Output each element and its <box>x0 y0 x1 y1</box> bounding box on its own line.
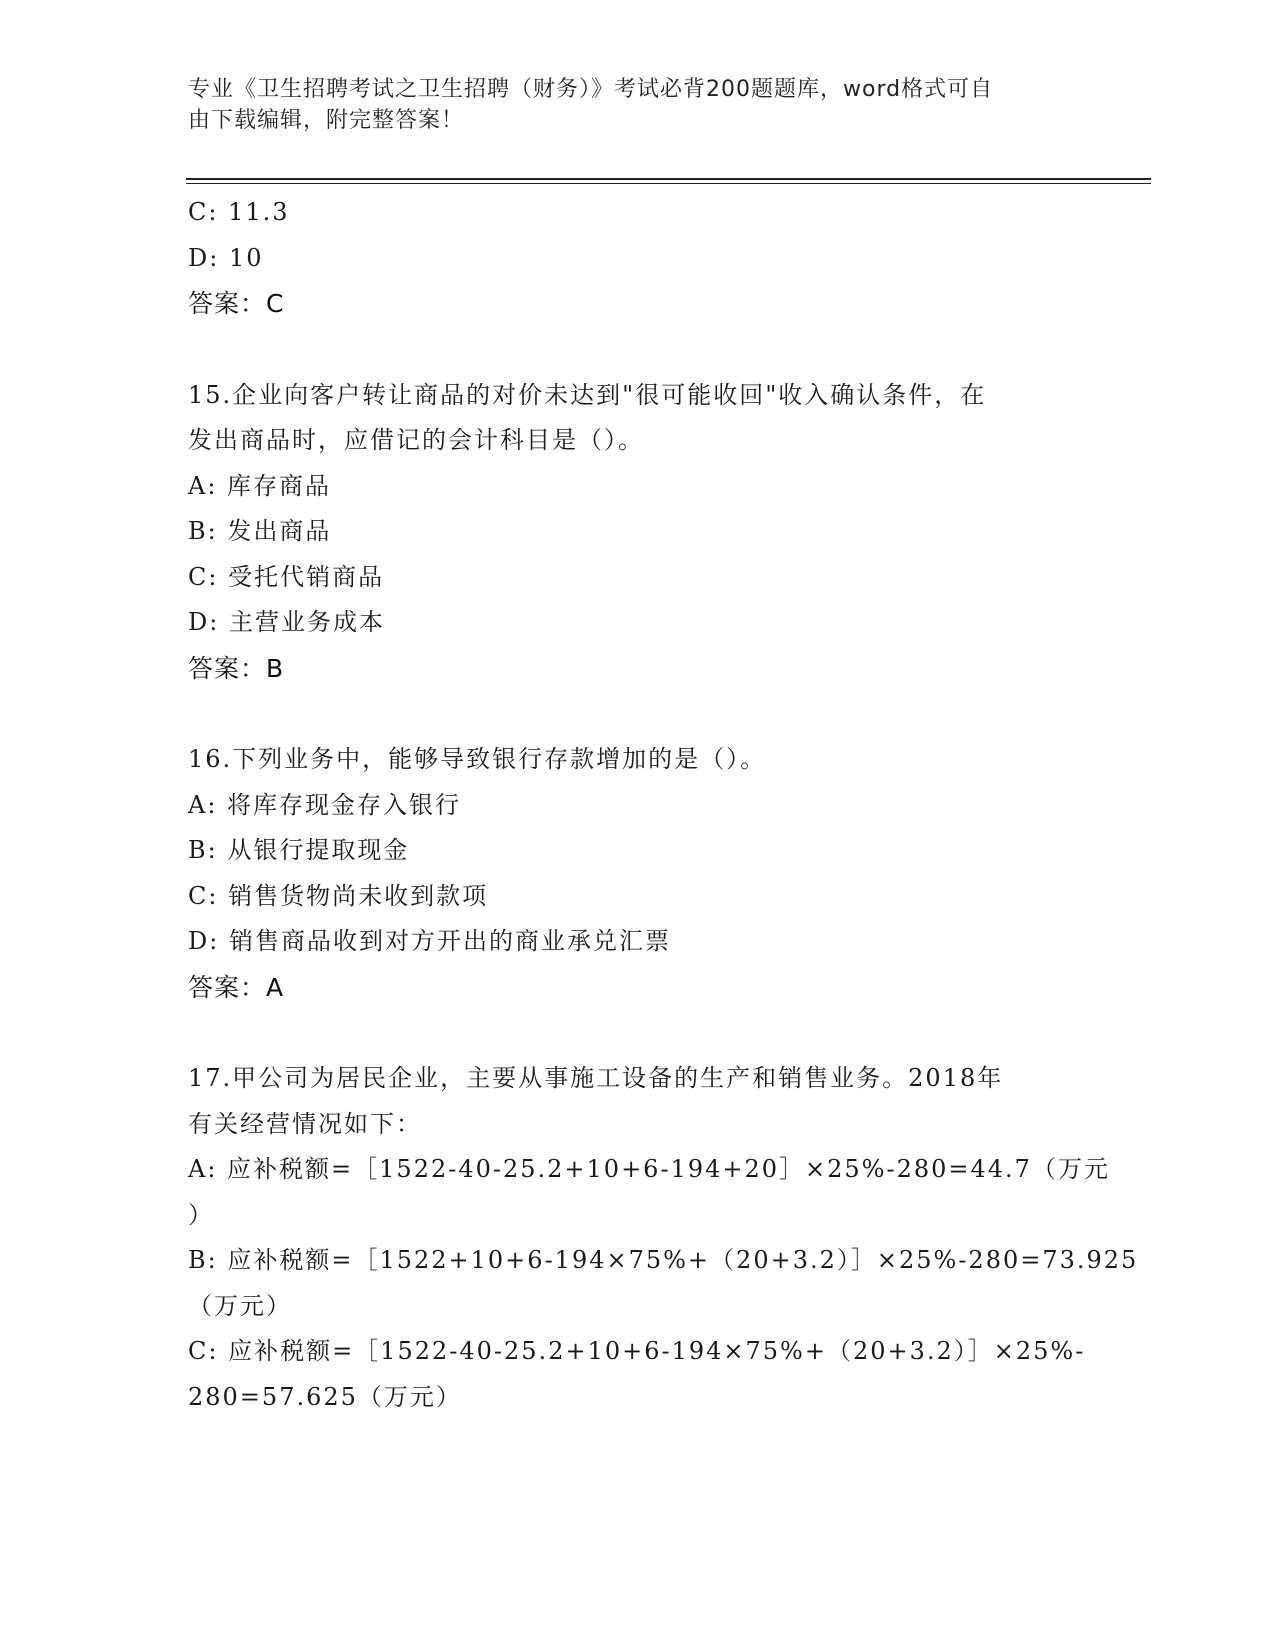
option-c: C: 受托代销商品 <box>188 562 385 591</box>
question-17 <box>188 1056 1139 1420</box>
option-a: A: 应补税额=［1522-40-25.2+10+6-194+20］×25%-280=44.7（万元 <box>188 1155 1110 1183</box>
option-b: B: 应补税额=［1522+10+6-194×75%+（20+3.2）］×25%-280=73.925 <box>188 1246 1139 1274</box>
option-b-continued: （万元） <box>188 1291 292 1320</box>
option-c: C: 应补税额=［1522-40-25.2+10+6-194×75%+（20+3.2）］×25%- <box>188 1337 1086 1365</box>
option-c-continued: 280=57.625（万元） <box>188 1382 462 1411</box>
option-d: D: 10 <box>188 243 264 272</box>
answer-line: 答案：B <box>188 653 285 683</box>
header-title-line-1: 专业《卫生招聘考试之卫生招聘（财务）》考试必背200题题库，word格式可自 <box>188 77 994 102</box>
question-stem: 16.下列业务中，能够导致银行存款增加的是（）。 <box>188 745 767 773</box>
question-14-tail <box>188 190 1088 327</box>
question-stem: 15.企业向客户转让商品的对价未达到"很可能收回"收入确认条件，在 <box>188 380 987 409</box>
option-c: C: 11.3 <box>188 198 290 226</box>
question-stem-continued: 有关经营情况如下： <box>188 1109 422 1138</box>
spacer <box>188 327 1088 373</box>
option-a: A: 将库存现金存入银行 <box>188 790 462 819</box>
question-stem-continued: 发出商品时，应借记的会计科目是（）。 <box>188 426 644 454</box>
option-a: A: 库存商品 <box>188 471 332 500</box>
option-d: D: 销售商品收到对方开出的商业承兑汇票 <box>188 927 671 955</box>
answer-line: 答案：C <box>188 289 285 318</box>
spacer <box>188 691 1088 737</box>
option-c: C: 销售货物尚未收到款项 <box>188 881 489 910</box>
question-list <box>188 190 1139 1420</box>
option-b: B: 发出商品 <box>188 517 332 545</box>
answer-line: 答案：A <box>188 972 285 1002</box>
document-header <box>188 74 1068 136</box>
spacer <box>188 1010 1088 1056</box>
option-a-continued: ） <box>188 1200 214 1229</box>
option-b: B: 从银行提取现金 <box>188 836 410 864</box>
header-title-line-2: 由下载编辑，附完整答案！ <box>188 108 465 133</box>
question-stem: 17.甲公司为居民企业，主要从事施工设备的生产和销售业务。2018年 <box>188 1064 1004 1092</box>
header-rule-thick <box>186 178 1151 180</box>
option-d: D: 主营业务成本 <box>188 608 385 636</box>
question-15 <box>188 373 1088 692</box>
header-rule-thin <box>186 183 1151 184</box>
question-16 <box>188 737 1088 1010</box>
